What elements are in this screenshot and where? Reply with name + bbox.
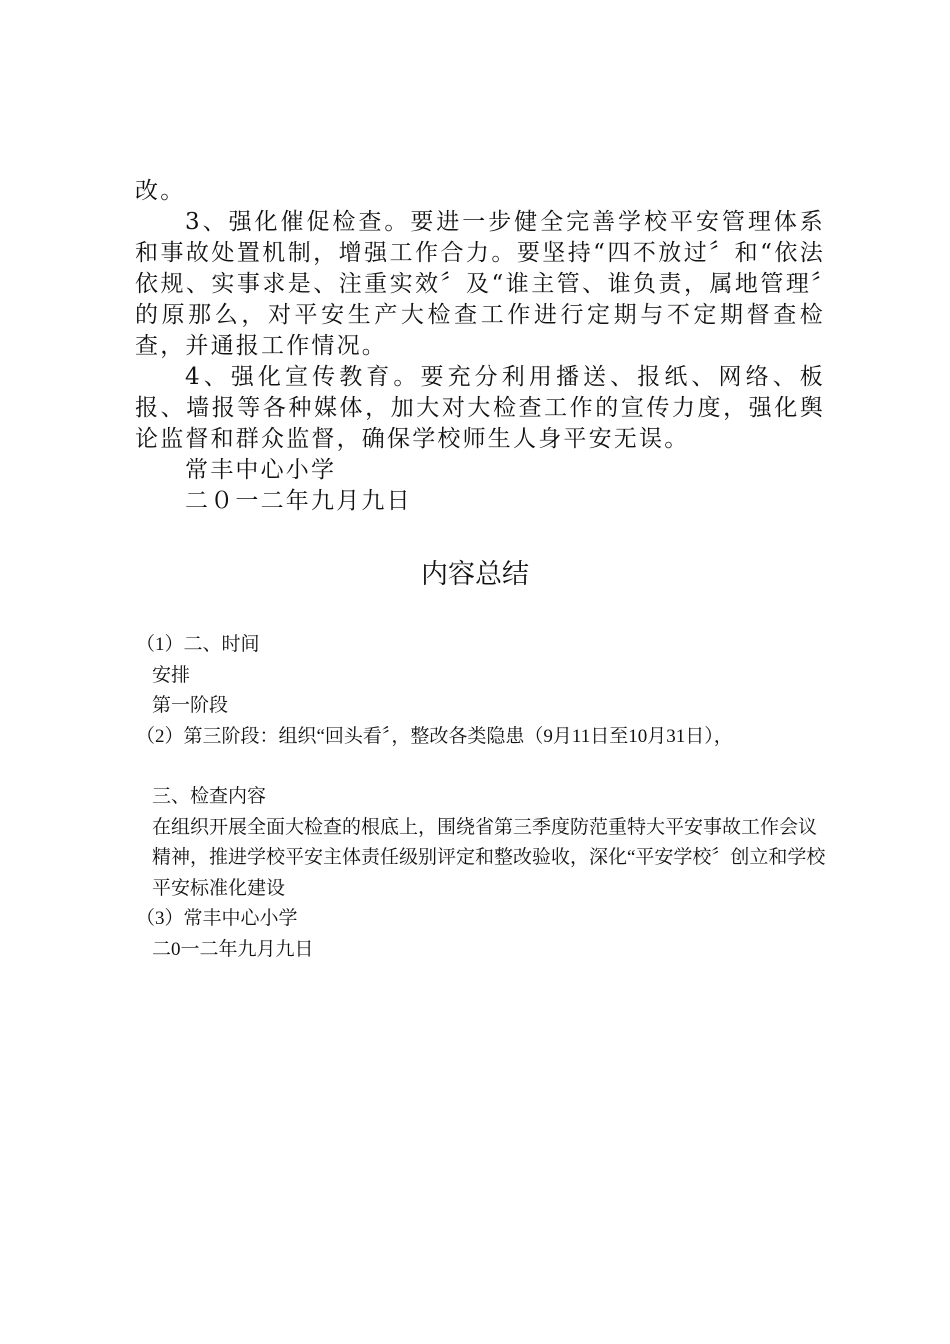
summary-item: 二0一二年九月九日 <box>152 938 314 960</box>
signature-date: 二０一二年九月九日 <box>185 488 412 514</box>
spacer <box>136 752 826 782</box>
paragraph-supervision: 3、强化催促检查。要进一步健全完善学校平安管理体系和事故处置机制，增强工作合力。要坚持“四不放过〞和“依法依规、实事求是、注重实效〞及“谁主管、谁负责，属地管理〞的原那么，对平安生产大检查工作进行定期与不定期督查检查，并通报工作情况。 <box>135 209 825 359</box>
summary-section <box>136 630 826 965</box>
summary-item: （1）二、时间 <box>136 634 260 655</box>
summary-item: 第一阶段 <box>152 695 229 716</box>
summary-title: 内容总结 <box>421 559 529 589</box>
main-body <box>135 176 825 517</box>
paragraph-fragment: 改。 <box>135 178 186 204</box>
summary-item: 安排 <box>152 664 191 686</box>
summary-item: 三、检查内容 <box>152 786 267 807</box>
summary-item: （2）第三阶段：组织“回头看〞，整改各类隐患（9月11日至10月31日）， <box>136 725 733 747</box>
signature-organization: 常丰中心小学 <box>185 457 337 483</box>
summary-item: 在组织开展全面大检查的根底上，围绕省第三季度防范重特大平安事故工作会议精神，推进学校平安主体责任级别评定和整改验收，深化“平安学校〞创立和学校平安标准化建设 <box>152 816 826 899</box>
summary-item: （3）常丰中心小学 <box>136 908 298 929</box>
paragraph-publicity: 4、强化宣传教育。要充分利用播送、报纸、网络、板报、墙报等各种媒体，加大对大检查工作的宣传力度，强化舆论监督和群众监督，确保学校师生人身平安无误。 <box>135 364 825 452</box>
